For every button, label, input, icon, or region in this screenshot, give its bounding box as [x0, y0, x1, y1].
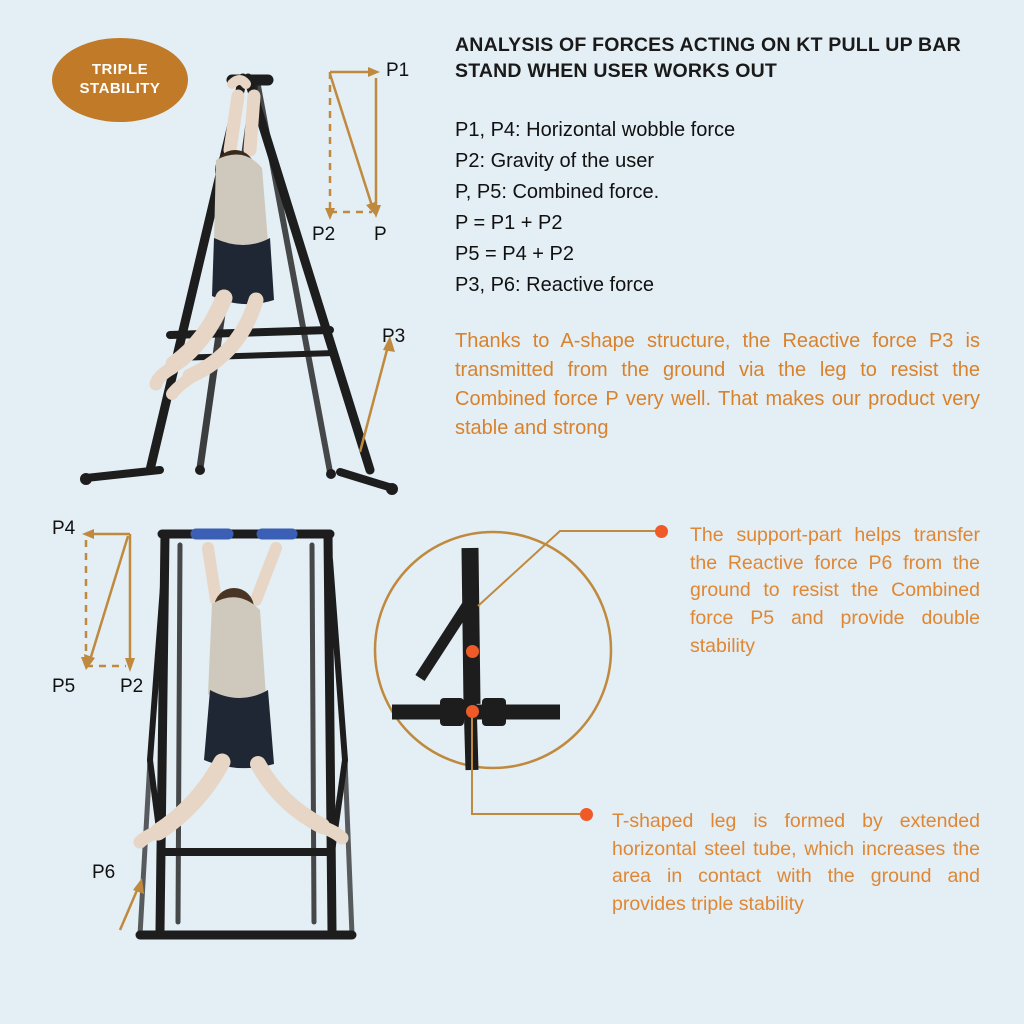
page-title: ANALYSIS OF FORCES ACTING ON KT PULL UP BAR STAND WHEN USER WORKS OUT	[455, 34, 961, 83]
callout-dot-support	[655, 525, 668, 538]
label-p2-bottom: P2	[120, 676, 144, 697]
label-p4: P4	[52, 518, 76, 539]
badge-line-2: STABILITY	[79, 80, 161, 97]
force-arrow-p3	[360, 336, 395, 452]
detail-magnifier	[375, 532, 611, 770]
legend-item: P2: Gravity of the user	[455, 150, 654, 172]
label-p6: P6	[92, 862, 116, 883]
force-legend	[455, 115, 1000, 301]
callout-support-part: The support-part helps transfer the Reactive force P6 from the ground to resist the Combined force P5 and provide double stability	[690, 524, 980, 657]
callout-dot-tleg-anchor	[466, 705, 479, 718]
leader-lines	[472, 531, 660, 814]
legend-item: P1, P4: Horizontal wobble force	[455, 119, 736, 141]
legend-item: P5 = P4 + P2	[455, 243, 574, 265]
legend-item: P, P5: Combined force.	[455, 181, 660, 203]
force-diagram-bottom	[81, 529, 135, 672]
label-p5: P5	[52, 676, 76, 697]
callout-dot-support-anchor	[466, 645, 479, 658]
label-p1: P1	[386, 60, 410, 81]
callout-dot-tleg	[580, 808, 593, 821]
force-diagram-top	[325, 67, 381, 220]
legend-item: P3, P6: Reactive force	[455, 274, 654, 296]
callout-t-shaped-leg: T-shaped leg is formed by extended horizontal steel tube, which increases the area in contact with the ground and provides triple stability	[612, 810, 980, 916]
badge-line-1: TRIPLE	[91, 61, 149, 79]
label-p: P	[374, 224, 387, 245]
label-p2-top: P2	[312, 224, 336, 245]
label-p3: P3	[382, 326, 406, 347]
legend-item: P = P1 + P2	[455, 212, 563, 234]
a-shape-explanation: Thanks to A-shape structure, the Reactive force P3 is transmitted from the ground via the leg to resist the Combined force P very well. That makes our product very stable and strong	[455, 330, 980, 439]
